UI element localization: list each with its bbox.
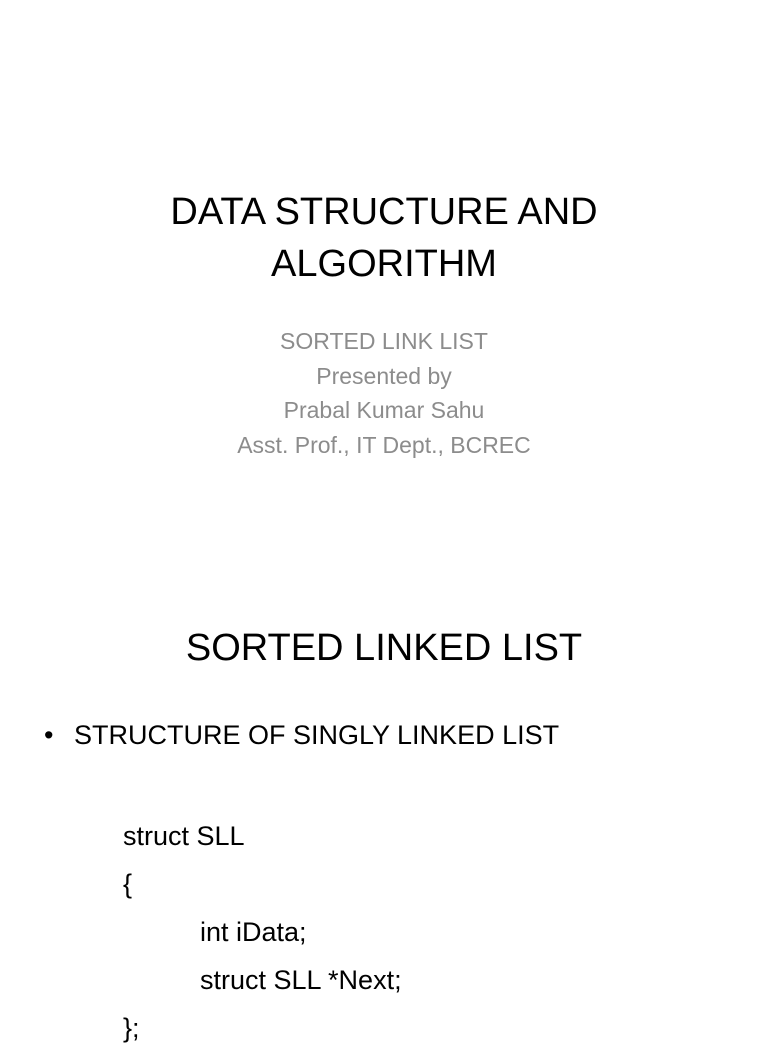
code-line: struct SLL *Next; — [200, 965, 402, 995]
bullet-item — [44, 716, 559, 754]
content-slide — [0, 576, 768, 1043]
code-line: { — [123, 869, 133, 899]
subtitle-author: Prabal Kumar Sahu — [283, 397, 485, 423]
code-line: int iData; — [200, 917, 307, 947]
presentation-subtitle — [0, 324, 768, 462]
subtitle-topic: SORTED LINK LIST — [280, 328, 488, 354]
title-line-1: DATA STRUCTURE AND — [170, 191, 598, 233]
code-line: struct SLL — [123, 821, 245, 851]
code-line: }; — [123, 1013, 140, 1043]
code-block — [123, 812, 402, 1052]
title-line-2: ALGORITHM — [271, 243, 497, 285]
bullet-dot: • — [44, 720, 54, 750]
subtitle-affiliation: Asst. Prof., IT Dept., BCREC — [237, 431, 531, 458]
slide-title: SORTED LINKED LIST — [185, 627, 583, 669]
subtitle-presented-by: Presented by — [316, 362, 452, 389]
bullet-text: STRUCTURE OF SINGLY LINKED LIST — [74, 720, 560, 750]
presentation-title — [0, 186, 768, 290]
